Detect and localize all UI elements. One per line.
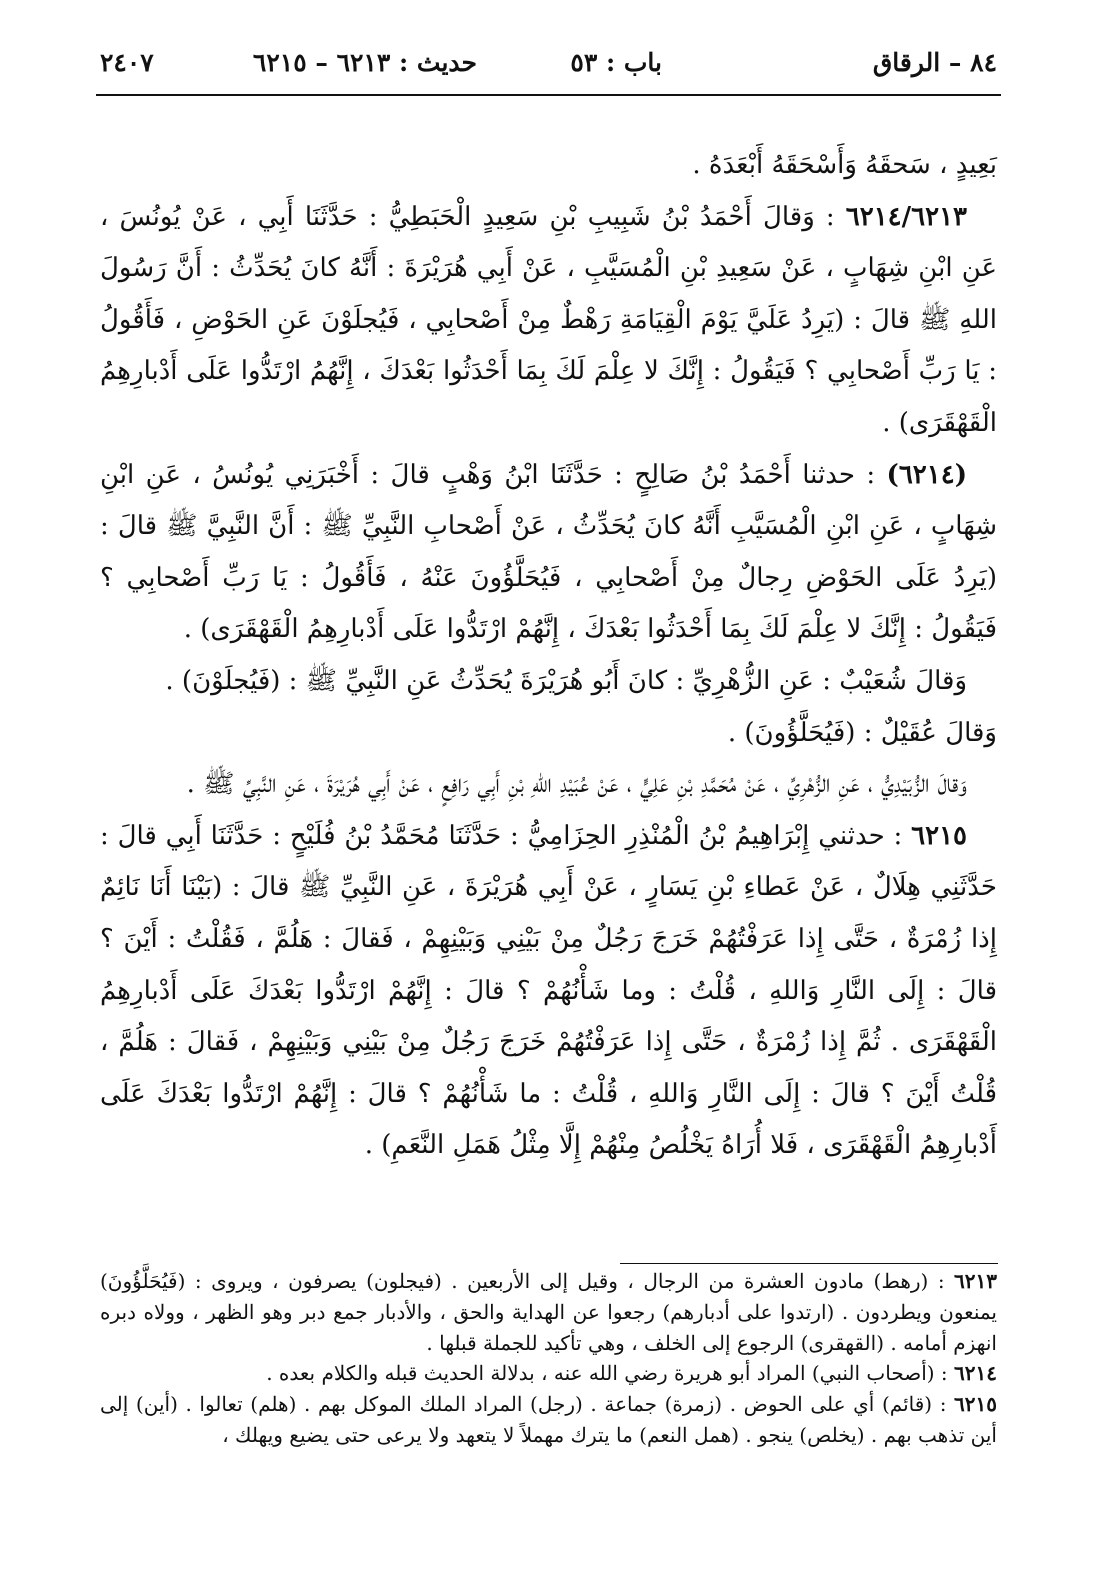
hadith-number: ٦٢١٤/٦٢١٣ bbox=[845, 201, 967, 232]
shuayb-narration: وَقالَ شُعَيْبٌ : عَنِ الزُّهْرِيِّ : كانَ أَبُو هُرَيْرَةَ يُحَدِّثُ عَنِ النَّبِيِّ ﷺ : (فَيُجلَوْنَ) . bbox=[165, 665, 967, 696]
continuation-paragraph: بَعِيدٍ ، سَحقَهُ وَأَسْحَقَهُ أَبْعَدَهُ . bbox=[692, 150, 997, 180]
footnote-text: : (أصحاب النبي) المراد أبو هريرة رضي الله عنه ، بدلالة الحديث قبله والكلام بعده . bbox=[266, 1361, 955, 1386]
hadith-text: : وَقالَ أَحْمَدُ بْنُ شَبِيبِ بْنِ سَعِيدٍ الْحَبَطِيُّ : حَدَّثَنَا أَبِي ، عَنْ يُونُسَ ، عَنِ ابْنِ شِهَابٍ ، عَنْ سَعِيدِ بْنِ الْمُسَيَّبِ ، عَنْ أَبِي هُرَيْرَةَ : أَنَّهُ كانَ يُحَدِّثُ : أَنَّ رَسُولَ اللهِ ﷺ قالَ : (يَرِدُ عَلَيَّ يَوْمَ الْقِيَامَةِ رَهْطٌ مِنْ أَصْحابِي ، فَيُجلَوْنَ عَنِ الحَوْضِ ، فَأَقُولُ : يَا رَبِّ أَصْحابِي ؟ فَيَقُولُ : إِنَّكَ لا عِلْمَ لَكَ بِمَا أَحْدَثُوا بَعْدَكَ ، إِنَّهُمُ ارْتَدُّوا عَلَى أَدْبارِهِمُ الْقَهْقَرَى) . bbox=[100, 201, 997, 438]
footnote-number: ٦٢١٣ bbox=[954, 1269, 997, 1293]
footnote-6214 bbox=[100, 1358, 997, 1389]
hadith-6215-paragraph bbox=[100, 811, 997, 1172]
hadith-6213-paragraph bbox=[100, 192, 997, 450]
footnote-divider bbox=[620, 1263, 998, 1264]
hadith-number: ٦٢١٥ bbox=[911, 820, 967, 851]
footnote-number: ٦٢١٥ bbox=[954, 1392, 997, 1417]
bab-number: باب : ٥٣ bbox=[570, 48, 662, 77]
footnotes bbox=[100, 1266, 997, 1451]
footnote-text: : (قائم) أي على الحوض . (زمرة) جماعة . (رجل) المراد الملك الموكل بهم . (هلم) تعالوا . (أين) إلى أين تذهب بهم . (يخلص) ينجو . (همل النعم) ما يترك مهملاً لا يتعهد ولا يرعى حتى يضيع ويهلك ، bbox=[100, 1392, 997, 1447]
hadith-number: (٦٢١٤) bbox=[886, 459, 967, 490]
zubaydi-narration: وَقالَ الزُّبَيْدِيُّ ، عَنِ الزُّهْرِيِّ ، عَنْ مُحَمَّدِ بْنِ عَلِيٍّ ، عَنْ عُبَيْدِ اللهِ بْنِ أَبِي رَافِعٍ ، عَنْ أَبِي هُرَيْرَةَ ، عَنِ النَّبِيِّ ﷺ . bbox=[186, 769, 967, 800]
header-divider bbox=[96, 94, 1001, 96]
footnote-6213 bbox=[100, 1266, 997, 1358]
chapter-title: ٨٤ – الرقاق bbox=[872, 48, 997, 77]
running-header bbox=[100, 44, 997, 88]
footnote-6215 bbox=[100, 1389, 997, 1451]
hadith-text: : حدثني إِبْرَاهِيمُ بْنُ الْمُنْذِرِ الحِزَامِيُّ : حَدَّثَنَا مُحَمَّدُ بْنُ فُلَيْحٍ : حَدَّثَنَا أَبِي قالَ : حَدَّثَنِي هِلَالٌ ، عَنْ عَطاءِ بْنِ يَسَارٍ ، عَنْ أَبِي هُرَيْرَةَ ، عَنِ النَّبِيِّ ﷺ قالَ : (بَيْنَا أَنَا نَائِمٌ إِذا زُمْرَةٌ ، حَتَّى إِذا عَرَفْتُهُمْ خَرَجَ رَجُلٌ مِنْ بَيْنِي وَبَيْنِهِمْ ، فَقالَ : هَلُمَّ ، فَقُلْتُ : أَيْنَ ؟ قالَ : إِلَى النَّارِ وَاللهِ ، قُلْتُ : وما شَأْنُهُمْ ؟ قالَ : إِنَّهُمْ ارْتَدُّوا بَعْدَكَ عَلَى أَدْبارِهِمُ الْقَهْقَرَى . ثُمَّ إِذا زُمْرَةٌ ، حَتَّى إِذا عَرَفْتُهُمْ خَرَجَ رَجُلٌ مِنْ بَيْنِي وَبَيْنِهِمْ ، فَقالَ : هَلُمَّ ، قُلْتُ أَيْنَ ؟ قالَ : إِلَى النَّارِ وَاللهِ ، قُلْتُ : ما شَأْنُهُمْ ؟ قالَ : إِنَّهُمْ ارْتَدُّوا بَعْدَكَ عَلَى أَدْبارِهِمُ الْقَهْقَرَى ، فَلا أُرَاهُ يَخْلُصُ مِنْهُمْ إِلَّا مِثْلُ هَمَلِ النَّعَمِ) . bbox=[100, 820, 997, 1161]
hadith-6214-paragraph bbox=[100, 450, 997, 656]
hadith-text: : حدثنا أَحْمَدُ بْنُ صَالِحٍ : حَدَّثَنَا ابْنُ وَهْبٍ قالَ : أَخْبَرَنِي يُونُسُ ، عَنِ ابْنِ شِهَابٍ ، عَنِ ابْنِ الْمُسَيَّبِ أَنَّهُ كانَ يُحَدِّثُ ، عَنْ أَصْحابِ النَّبِيِّ ﷺ : أَنَّ النَّبِيَّ ﷺ قالَ : (يَرِدُ عَلَى الحَوْضِ رِجالٌ مِنْ أَصْحابِي ، فَيُحَلَّؤُونَ عَنْهُ ، فَأَقُولُ : يَا رَبِّ أَصْحابِي ؟ فَيَقُولُ : إِنَّكَ لا عِلْمَ لَكَ بِمَا أَحْدَثُوا بَعْدَكَ ، إِنَّهُمْ ارْتَدُّوا عَلَى أَدْبارِهِمُ الْقَهْقَرَى) . bbox=[100, 459, 997, 645]
main-text bbox=[100, 140, 997, 1172]
hadith-range: حديث : ٦٢١٣ – ٦٢١٥ bbox=[252, 48, 477, 77]
footnote-text: : (رهط) مادون العشرة من الرجال ، وقيل إلى الأربعين . (فيجلون) يصرفون ، ويروى : (فَيُحَلَّؤُونَ) يمنعون ويطردون . (ارتدوا على أدبارهم) رجعوا عن الهداية والحق ، والأدبار جمع دبر وهو الظهر ، وولاه دبره انهزم أمامه . (القهقرى) الرجوع إلى الخلف ، وهي تأكيد للجملة قبلها . bbox=[100, 1269, 997, 1355]
footnote-number: ٦٢١٤ bbox=[954, 1361, 997, 1386]
page-number: ٢٤٠٧ bbox=[100, 48, 154, 77]
uqayl-narration: وَقالَ عُقَيْلٌ : (فَيُحَلَّؤُونَ) . bbox=[727, 717, 997, 748]
